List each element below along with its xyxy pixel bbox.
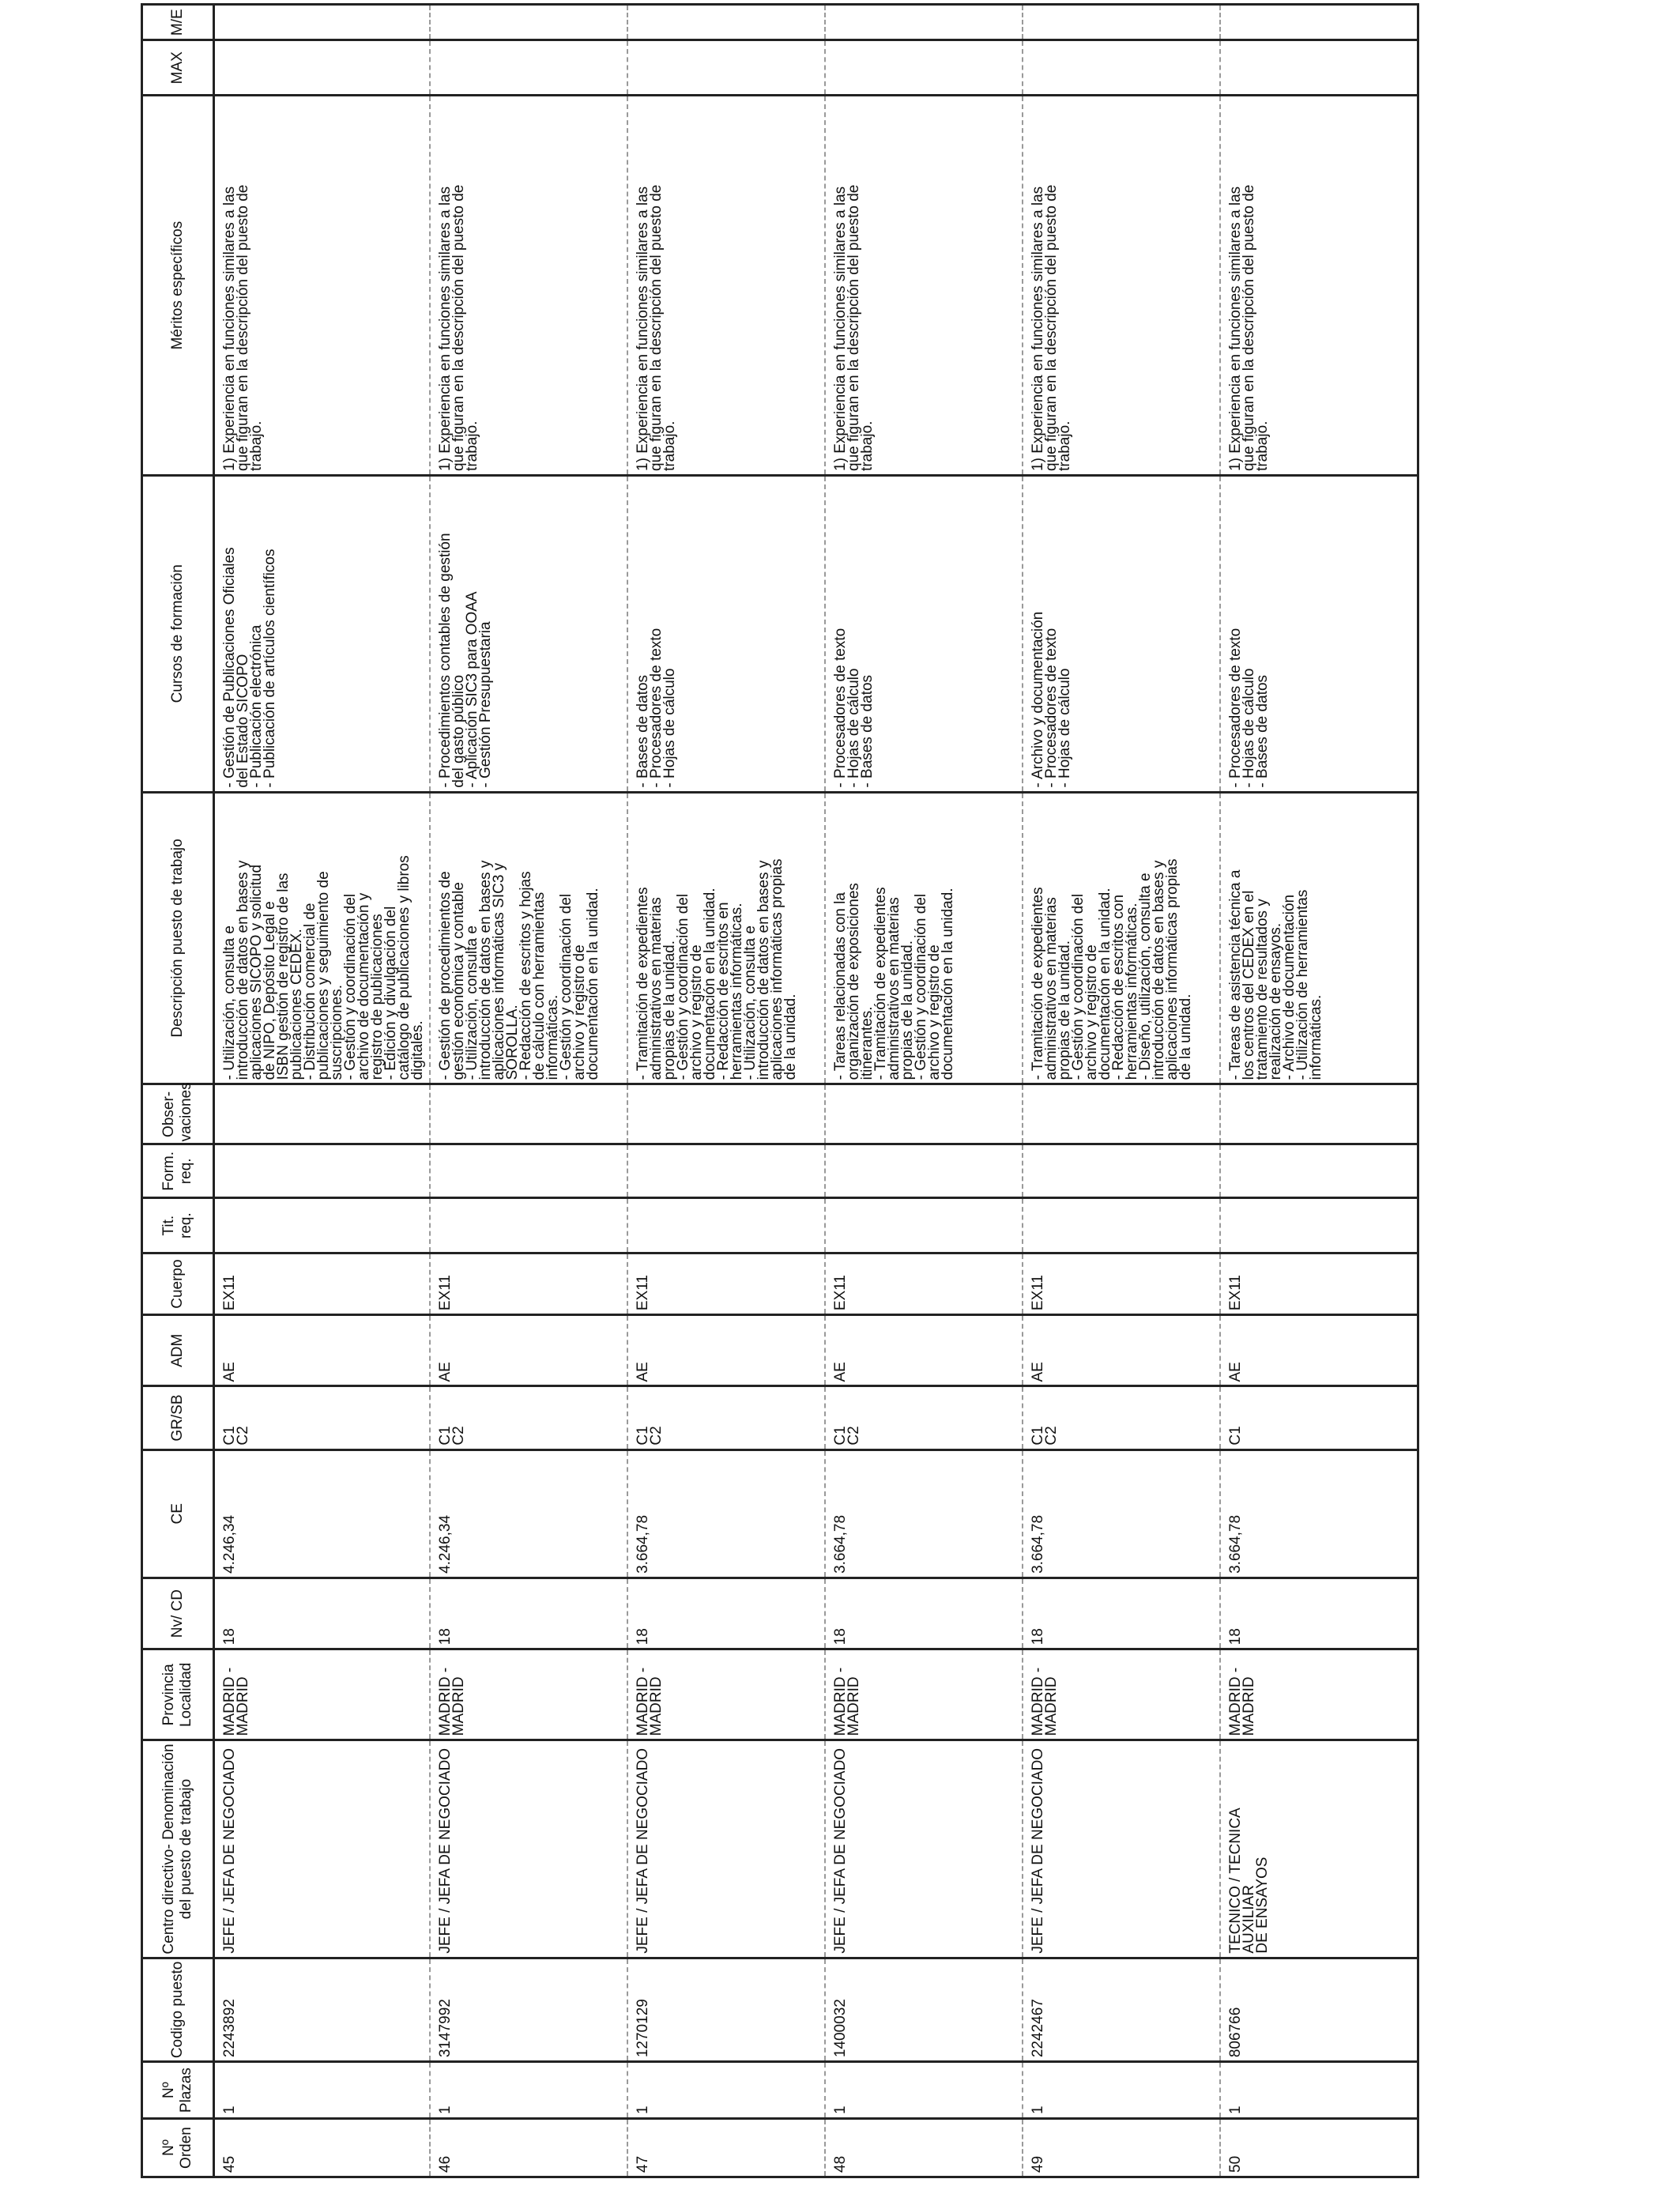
cell-cuerpo: EX11 <box>1220 1253 1418 1315</box>
cell-tit <box>214 1198 431 1253</box>
cell-me <box>1023 5 1220 40</box>
cell-meritos: 1) Experiencia en funciones similares a las que figuran en la descripción del puesto de trabajo. <box>214 96 431 476</box>
header-adm: ADM <box>142 1315 214 1386</box>
table-row <box>430 5 627 2177</box>
cell-descripcion: - Tareas de asistencia técnica a los centros del CEDEX en el tratamiento de resultados y realización de ensayos. - Archivo de documentación - Utilización de herramientas informáticas. <box>1220 792 1418 1084</box>
cell-cursos: - Gestión de Publicaciones Oficiales del Estado SICOPO - Publicación electrónica - Publicación de artículos científicos <box>214 475 431 792</box>
cell-cuerpo: EX11 <box>825 1253 1023 1315</box>
cell-ce: 3.664,78 <box>1023 1449 1220 1578</box>
cell-adm: AE <box>627 1315 825 1386</box>
cell-adm: AE <box>430 1315 627 1386</box>
cell-max <box>1220 40 1418 96</box>
cell-max <box>214 40 431 96</box>
cell-orden: 45 <box>214 2119 431 2177</box>
cell-adm: AE <box>825 1315 1023 1386</box>
cell-cursos: - Bases de datos - Procesadores de texto - Hojas de cálculo <box>627 475 825 792</box>
cell-provincia: MADRID - MADRID <box>430 1649 627 1740</box>
cell-grsb: C1 <box>1220 1386 1418 1449</box>
cell-cuerpo: EX11 <box>627 1253 825 1315</box>
cell-me <box>825 5 1023 40</box>
header-cuerpo: Cuerpo <box>142 1253 214 1315</box>
cell-ce: 3.664,78 <box>825 1449 1023 1578</box>
cell-orden: 48 <box>825 2119 1023 2177</box>
cell-provincia: MADRID - MADRID <box>627 1649 825 1740</box>
cell-obs <box>825 1084 1023 1144</box>
table-row <box>1023 5 1220 2177</box>
cell-tit <box>1220 1198 1418 1253</box>
cell-tit <box>430 1198 627 1253</box>
cell-grsb: C1 C2 <box>825 1386 1023 1449</box>
cell-max <box>825 40 1023 96</box>
header-obs: Obser- vaciones <box>142 1084 214 1144</box>
cell-form <box>825 1144 1023 1198</box>
cell-cuerpo: EX11 <box>1023 1253 1220 1315</box>
cell-tit <box>1023 1198 1220 1253</box>
header-me: M/E <box>142 5 214 40</box>
header-plazas: Nº Plazas <box>142 2062 214 2119</box>
table-row <box>1220 5 1418 2177</box>
cell-tit <box>627 1198 825 1253</box>
cell-obs <box>627 1084 825 1144</box>
cell-ce: 3.664,78 <box>1220 1449 1418 1578</box>
cell-cursos: - Procesadores de texto - Hojas de cálculo - Bases de datos <box>1220 475 1418 792</box>
cell-max <box>430 40 627 96</box>
cell-meritos: 1) Experiencia en funciones similares a las que figuran en la descripción del puesto de trabajo. <box>1220 96 1418 476</box>
cell-centro: JEFE / JEFA DE NEGOCIADO <box>1023 1740 1220 1958</box>
cell-nivel: 18 <box>1023 1578 1220 1649</box>
header-cursos: Cursos de formación <box>142 475 214 792</box>
cell-provincia: MADRID - MADRID <box>1220 1649 1418 1740</box>
cell-centro: TECNICO / TECNICA AUXILIAR DE ENSAYOS <box>1220 1740 1418 1958</box>
cell-descripcion: - Gestión de procedimientos de gestión económica y contable - Utilización, consulta e introducción de datos en bases y aplicaciones informáticas SIC3 y SOROLLA. - Redacción de escritos y hojas de cálculo con herramientas informáticas. - Gestión y coordinación del archivo y registro de documentación en la unidad. <box>430 792 627 1084</box>
cell-meritos: 1) Experiencia en funciones similares a las que figuran en la descripción del puesto de trabajo. <box>430 96 627 476</box>
cell-form <box>430 1144 627 1198</box>
cell-me <box>1220 5 1418 40</box>
cell-ce: 4.246,34 <box>214 1449 431 1578</box>
cell-codigo: 1270129 <box>627 1958 825 2061</box>
cell-grsb: C1 C2 <box>1023 1386 1220 1449</box>
cell-centro: JEFE / JEFA DE NEGOCIADO <box>214 1740 431 1958</box>
cell-me <box>627 5 825 40</box>
cell-meritos: 1) Experiencia en funciones similares a las que figuran en la descripción del puesto de trabajo. <box>1023 96 1220 476</box>
cell-tit <box>825 1198 1023 1253</box>
cell-cursos: - Procesadores de texto - Hojas de cálculo - Bases de datos <box>825 475 1023 792</box>
cell-codigo: 2243892 <box>214 1958 431 2061</box>
cell-codigo: 1400032 <box>825 1958 1023 2061</box>
cell-descripcion: - Tramitación de expedientes administrativos en materias propias de la unidad. - Gestión y coordinación del archivo y registro de documentación en la unidad. - Redacción de escritos en herramientas informáticas. - Utilización, consulta e introducción de datos en bases y aplicaciones informáticas propias de la unidad. <box>627 792 825 1084</box>
table-row <box>627 5 825 2177</box>
cell-cuerpo: EX11 <box>430 1253 627 1315</box>
cell-descripcion: - Tramitación de expedientes administrativos en materias propias de la unidad. - Gestión y coordinación del archivo y registro de documentación en la unidad. - Redacción de escritos con herramientas informáticas. - Diseño, utilización, consulta e introducción de datos en bases y aplicaciones informáticas propias de la unidad. <box>1023 792 1220 1084</box>
cell-adm: AE <box>1220 1315 1418 1386</box>
cell-meritos: 1) Experiencia en funciones similares a las que figuran en la descripción del puesto de trabajo. <box>825 96 1023 476</box>
header-form: Form. req. <box>142 1144 214 1198</box>
cell-form <box>627 1144 825 1198</box>
cell-max <box>627 40 825 96</box>
cell-obs <box>430 1084 627 1144</box>
cell-centro: JEFE / JEFA DE NEGOCIADO <box>825 1740 1023 1958</box>
cell-orden: 46 <box>430 2119 627 2177</box>
cell-grsb: C1 C2 <box>430 1386 627 1449</box>
header-tit: Tit. req. <box>142 1198 214 1253</box>
cell-centro: JEFE / JEFA DE NEGOCIADO <box>627 1740 825 1958</box>
header-orden: Nº Orden <box>142 2119 214 2177</box>
cell-plazas: 1 <box>1023 2062 1220 2119</box>
cell-codigo: 3147992 <box>430 1958 627 2061</box>
header-max: MAX <box>142 40 214 96</box>
cell-form <box>1023 1144 1220 1198</box>
cell-plazas: 1 <box>825 2062 1023 2119</box>
cell-nivel: 18 <box>825 1578 1023 1649</box>
cell-cuerpo: EX11 <box>214 1253 431 1315</box>
cell-orden: 49 <box>1023 2119 1220 2177</box>
cell-plazas: 1 <box>1220 2062 1418 2119</box>
cell-provincia: MADRID - MADRID <box>825 1649 1023 1740</box>
cell-codigo: 2242467 <box>1023 1958 1220 2061</box>
cell-form <box>214 1144 431 1198</box>
cell-provincia: MADRID - MADRID <box>214 1649 431 1740</box>
cell-nivel: 18 <box>1220 1578 1418 1649</box>
cell-nivel: 18 <box>430 1578 627 1649</box>
cell-plazas: 1 <box>627 2062 825 2119</box>
cell-cursos: - Procedimientos contables de gestión del gasto público - Aplicación SIC3 para OOAA - Gestión Presupuestaria <box>430 475 627 792</box>
cell-codigo: 806766 <box>1220 1958 1418 2061</box>
cell-plazas: 1 <box>430 2062 627 2119</box>
header-provincia: Provincia Localidad <box>142 1649 214 1740</box>
table-row <box>214 5 431 2177</box>
cell-nivel: 18 <box>214 1578 431 1649</box>
header-descripcion: Descripción puesto de trabajo <box>142 792 214 1084</box>
cell-me <box>214 5 431 40</box>
cell-cursos: - Archivo y documentación - Procesadores de texto - Hojas de cálculo <box>1023 475 1220 792</box>
cell-orden: 47 <box>627 2119 825 2177</box>
cell-centro: JEFE / JEFA DE NEGOCIADO <box>430 1740 627 1958</box>
cell-descripcion: - Utilización, consulta e introducción de datos en bases y aplicaciones SICOPO y solicitud de NIPO, Depósito Legal e ISBN gestión de registro de las publicaciones CEDEX. - Distribución comercial de publicaciones y seguimiento de suscripciones. - Gestión y coordinación del archivo de documentación y registro de publicaciones - Edición y divulgación del catálogo de publicaciones y libros digitales. <box>214 792 431 1084</box>
header-centro: Centro directivo- Denominación del puesto de trabajo <box>142 1740 214 1958</box>
header-nivel: Nv/ CD <box>142 1578 214 1649</box>
cell-ce: 4.246,34 <box>430 1449 627 1578</box>
cell-orden: 50 <box>1220 2119 1418 2177</box>
cell-provincia: MADRID - MADRID <box>1023 1649 1220 1740</box>
cell-adm: AE <box>214 1315 431 1386</box>
header-grsb: GR/SB <box>142 1386 214 1449</box>
cell-adm: AE <box>1023 1315 1220 1386</box>
cell-grsb: C1 C2 <box>214 1386 431 1449</box>
cell-plazas: 1 <box>214 2062 431 2119</box>
cell-form <box>1220 1144 1418 1198</box>
header-codigo: Codigo puesto <box>142 1958 214 2061</box>
cell-ce: 3.664,78 <box>627 1449 825 1578</box>
job-positions-table <box>141 3 1419 2178</box>
cell-obs <box>214 1084 431 1144</box>
header-meritos: Méritos específicos <box>142 96 214 476</box>
cell-grsb: C1 C2 <box>627 1386 825 1449</box>
cell-obs <box>1220 1084 1418 1144</box>
cell-obs <box>1023 1084 1220 1144</box>
table-header-row <box>142 5 214 2177</box>
cell-nivel: 18 <box>627 1578 825 1649</box>
table-body <box>214 5 1418 2177</box>
cell-max <box>1023 40 1220 96</box>
cell-descripcion: - Tareas relacionadas con la organización de exposiciones itinerantes. - Tramitación de expedientes administrativos en materias propias de la unidad. - Gestión y coordinación del archivo y registro de documentación en la unidad. <box>825 792 1023 1084</box>
table-row <box>825 5 1023 2177</box>
header-ce: CE <box>142 1449 214 1578</box>
cell-meritos: 1) Experiencia en funciones similares a las que figuran en la descripción del puesto de trabajo. <box>627 96 825 476</box>
cell-me <box>430 5 627 40</box>
